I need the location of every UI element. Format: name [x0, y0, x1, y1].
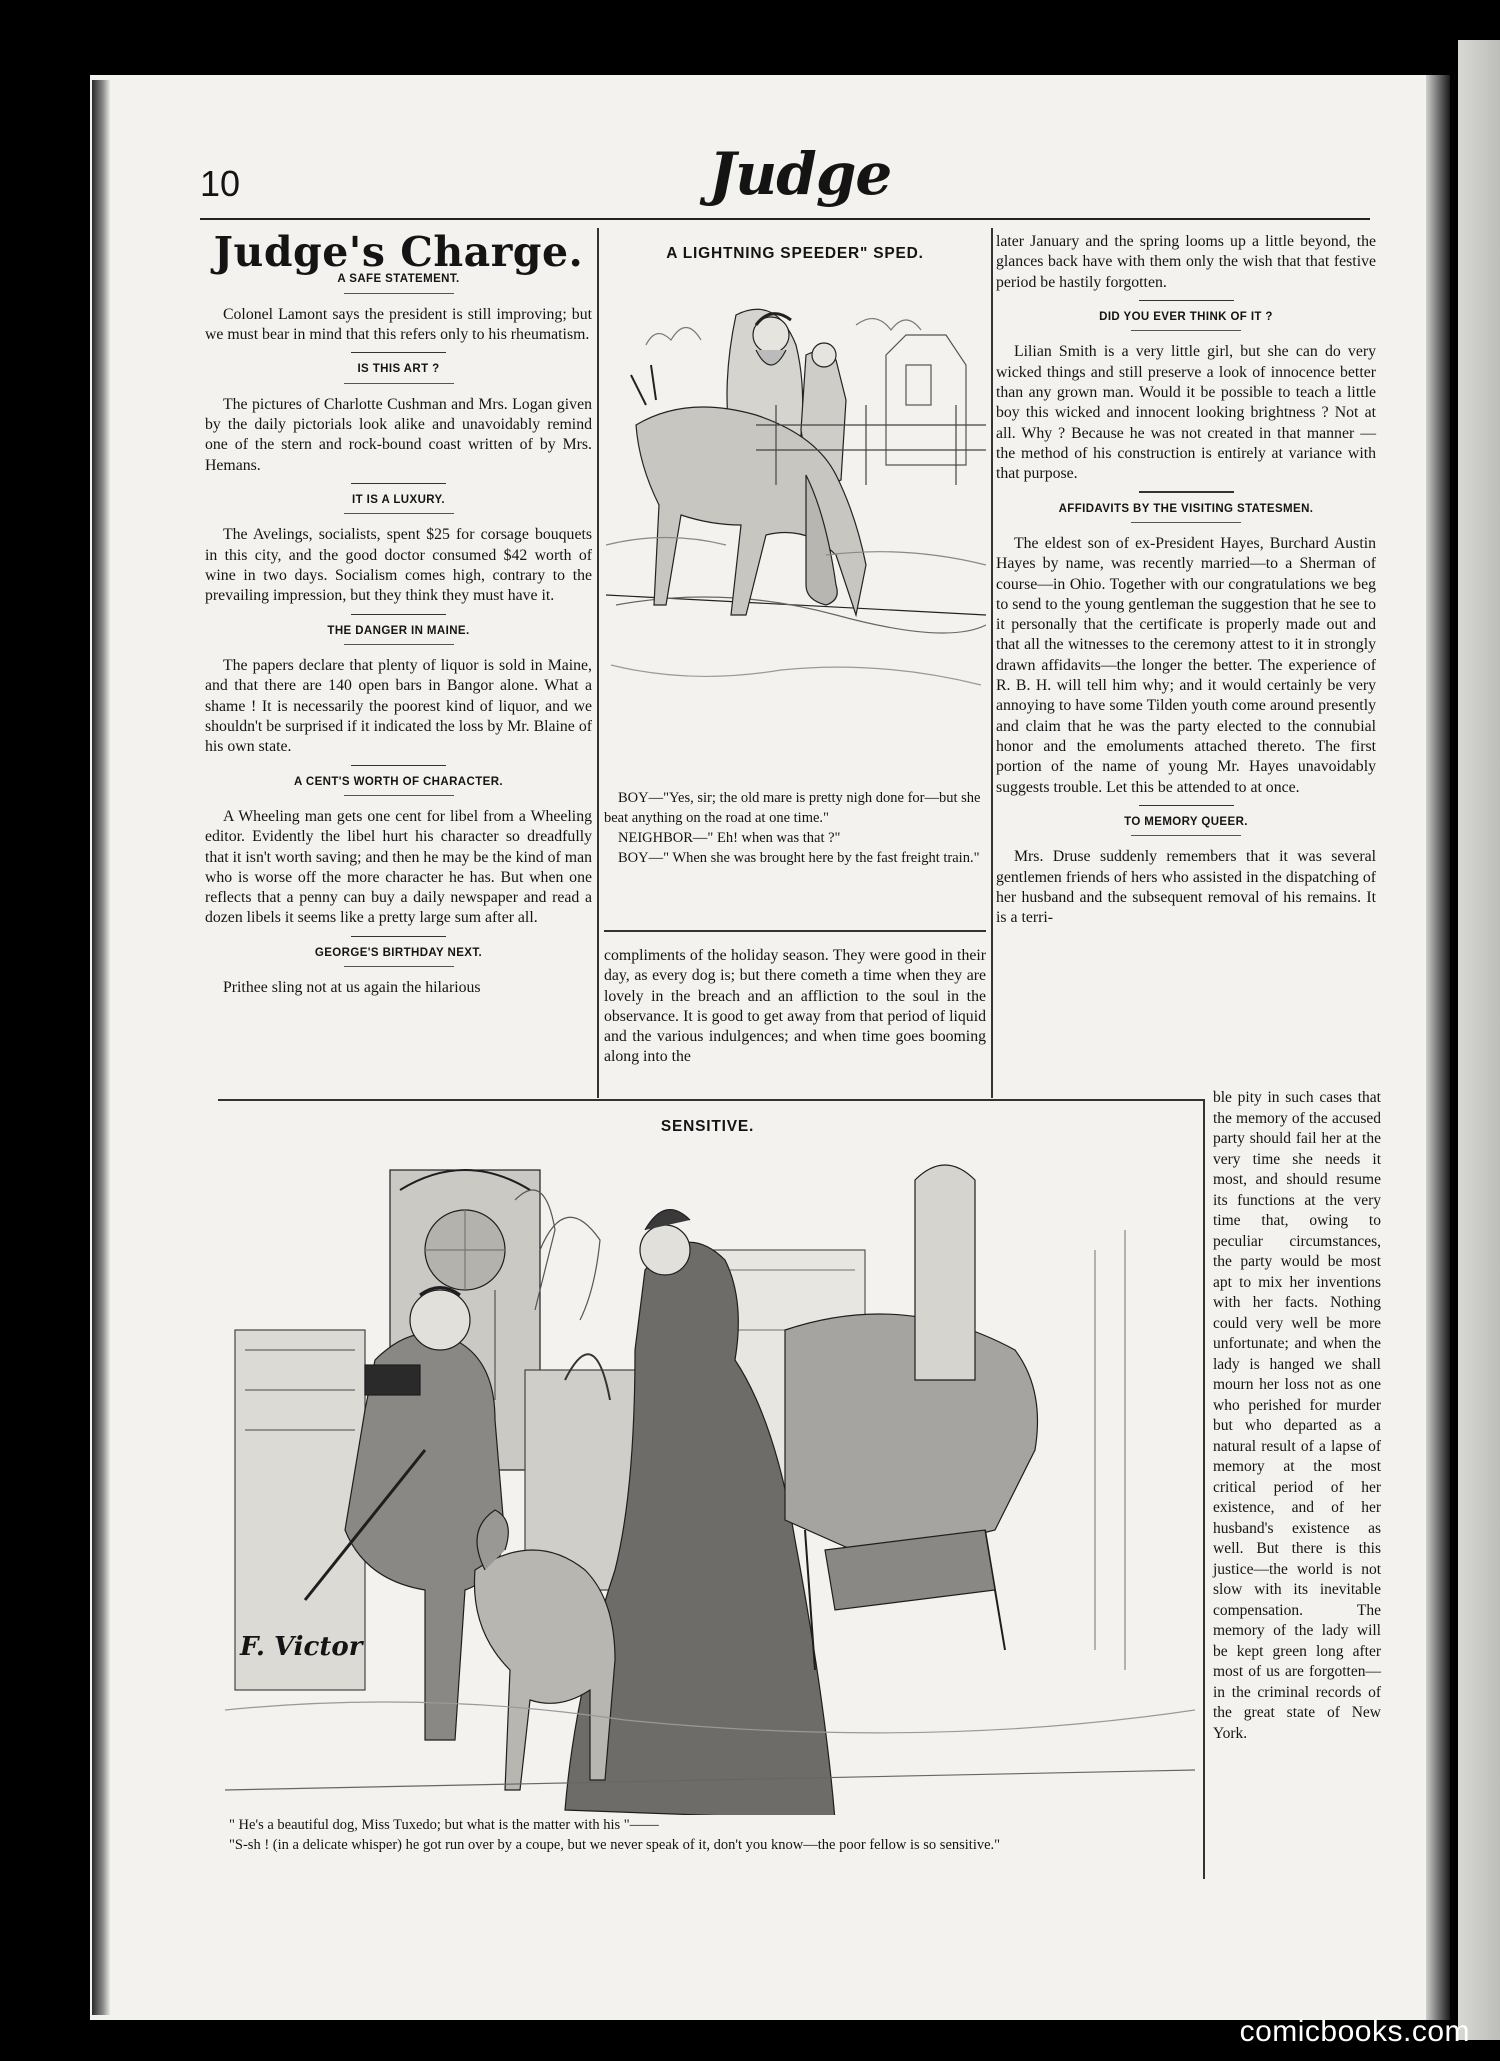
column-judges-charge — [205, 228, 592, 999]
caption-line: "S-sh ! (in a delicate whisper) he got run over by a coupe, but we never speak of it, don't you know—the poor fellow is so sensitive." — [229, 1837, 1001, 1853]
article-heading: DID YOU EVER THINK OF IT ? — [996, 300, 1376, 333]
facing-page-edge — [1458, 40, 1500, 2040]
illustration-title: A LIGHTNING SPEEDER" SPED. — [666, 245, 924, 262]
parlor-scene-illustration — [225, 1150, 1195, 1815]
column-continued-text — [604, 946, 986, 1068]
article-heading: IT IS A LUXURY. — [205, 483, 592, 516]
article-text: The Avelings, socialists, spent $25 for corsage bouquets in this city, and the good doctor consumed $42 worth of wine in two days. Socialism comes high, contrary to the prevailing impression, but they think they must have it. — [205, 526, 592, 605]
article-heading: TO MEMORY QUEER. — [996, 805, 1376, 838]
caption-line: BOY—"Yes, sir; the old mare is pretty nigh done for—but she beat anything on the road at one time." — [604, 790, 981, 826]
page-number: 10 — [200, 163, 241, 204]
page-gutter-shadow — [1426, 75, 1450, 2020]
bottom-caption — [215, 1815, 1200, 1855]
article-text: A Wheeling man gets one cent for libel from a Wheeling editor. Evidently the libel hurt his character so dreadfully that it isn't worth saving; and then he may be the kind of man who is worse off the more character he has. But when one reflects that a penny can buy a daily newspaper and read a dozen libels it seems like a pretty large sum after all. — [205, 807, 592, 927]
illustration-title: SENSITIVE. — [660, 1118, 755, 1135]
article-text: Mrs. Druse suddenly remembers that it was several gentlemen friends of hers who assisted in the dispatching of her husband and the subsequent removal of his remains. It is a terri- — [996, 848, 1376, 927]
article-heading: A CENT'S WORTH OF CHARACTER. — [205, 765, 592, 798]
horse-and-boy-illustration — [606, 285, 986, 780]
wrap-text-column — [1213, 1088, 1381, 1744]
caption-line: NEIGHBOR—" Eh! when was that ?" — [618, 830, 841, 846]
article-heading: IS THIS ART ? — [205, 352, 592, 385]
article-text: The papers declare that plenty of liquor is sold in Maine, and that there are 140 open bars in Bangor alone. What a shame ! It is necessarily the poorest kind of liquor, and we shouldn't be surprised if it indicated the loss by Mr. Blaine of his own state. — [205, 657, 592, 756]
article-text: compliments of the holiday season. They were good in their day, as every dog is; but there cometh a time when they are lovely in the breach and an affliction to the soul in the observance. It is good to get away from that period of liquid and the various indulgences; and when time goes booming along into the — [604, 947, 986, 1066]
column-rule-1 — [597, 228, 599, 1098]
header-rule — [200, 218, 1370, 220]
article-text: later January and the spring looms up a little beyond, the glances back have with them only the wish that that festive period be hastily forgotten. — [996, 233, 1376, 291]
article-text: Prithee sling not at us again the hilarious — [223, 979, 481, 997]
wrap-column-rule — [1203, 1099, 1205, 1879]
article-text: The eldest son of ex-President Hayes, Burchard Austin Hayes by name, was recently married—to a Sherman of course—in Ohio. Together with our congratulations we beg to send to the young gentleman the suggestion that he see to it personally that the certificate is properly made out and that all the witnesses to the ceremony attest to it in strongly drawn affidavits—the longer the better. The experience of R. B. H. will tell him why; and it would certainly be very annoying to have some Tilden youth come around presently and claim that he was the party elected to the connubial honor and the emoluments attached thereto. The first portion of the name of young Mr. Hayes unavoidably suggests trouble. Let this be attended to at once. — [996, 534, 1376, 796]
article-text: ble pity in such cases that the memory of the accused party should fail her at the very time she needs it most, and should resume its functions at the very time that, owing to peculiar circumstances, the party would be most apt to mix her inventions with her facts. Nothing could very well be more unfortunate; and when the lady is hanged we shall mourn her loss not as one who perished for murder but who departed as a natural result of a lapse of memory at the most critical period of her existence, and of her husband's existence as well. But there is this justice—the world is not slow with its inevitable compensation. The memory of the lady will be kept green long after most of us are forgotten—in the criminal records of the great state of New York. — [1213, 1089, 1381, 1742]
page-edge-shadow — [92, 80, 110, 2015]
column-rule-2 — [991, 228, 993, 1098]
article-heading: GEORGE'S BIRTHDAY NEXT. — [205, 936, 592, 969]
caption-line: BOY—" When she was brought here by the fast freight train." — [618, 850, 980, 866]
caption-line: " He's a beautiful dog, Miss Tuxedo; but what is the matter with his "—— — [229, 1817, 659, 1833]
section-title: Judge's Charge. — [213, 228, 584, 276]
article-heading: A SAFE STATEMENT. — [205, 269, 592, 295]
artist-signature: F. Victor — [240, 1632, 363, 1662]
article-heading: THE DANGER IN MAINE. — [205, 614, 592, 647]
masthead-logo: Judge — [708, 140, 892, 208]
section-divider-rule — [218, 1099, 1205, 1101]
article-heading: AFFIDAVITS BY THE VISITING STATESMEN. — [996, 491, 1376, 524]
watermark: comicbooks.com — [1239, 2015, 1470, 2048]
article-text: Lilian Smith is a very little girl, but she can do very wicked things and still preserve a look of innocence better than any grown man. Would it be possible to teach a little boy this wicked and innocent looking brightness ? Not at all. Why ? Because he was not created in that manner — the method of his construction is entirely at variance with that purpose. — [996, 343, 1376, 483]
article-text: The pictures of Charlotte Cushman and Mrs. Logan given by the daily pictorials look alike and unavoidably remind one of the stern and rock-bound coast written of by Mrs. Hemans. — [205, 395, 592, 474]
illustration-frame-bottom — [604, 930, 986, 932]
article-text: Colonel Lamont says the president is still improving; but we must bear in mind that this refers only to his rheumatism. — [205, 305, 592, 343]
illustration-caption — [604, 788, 986, 868]
column-right — [996, 232, 1376, 928]
